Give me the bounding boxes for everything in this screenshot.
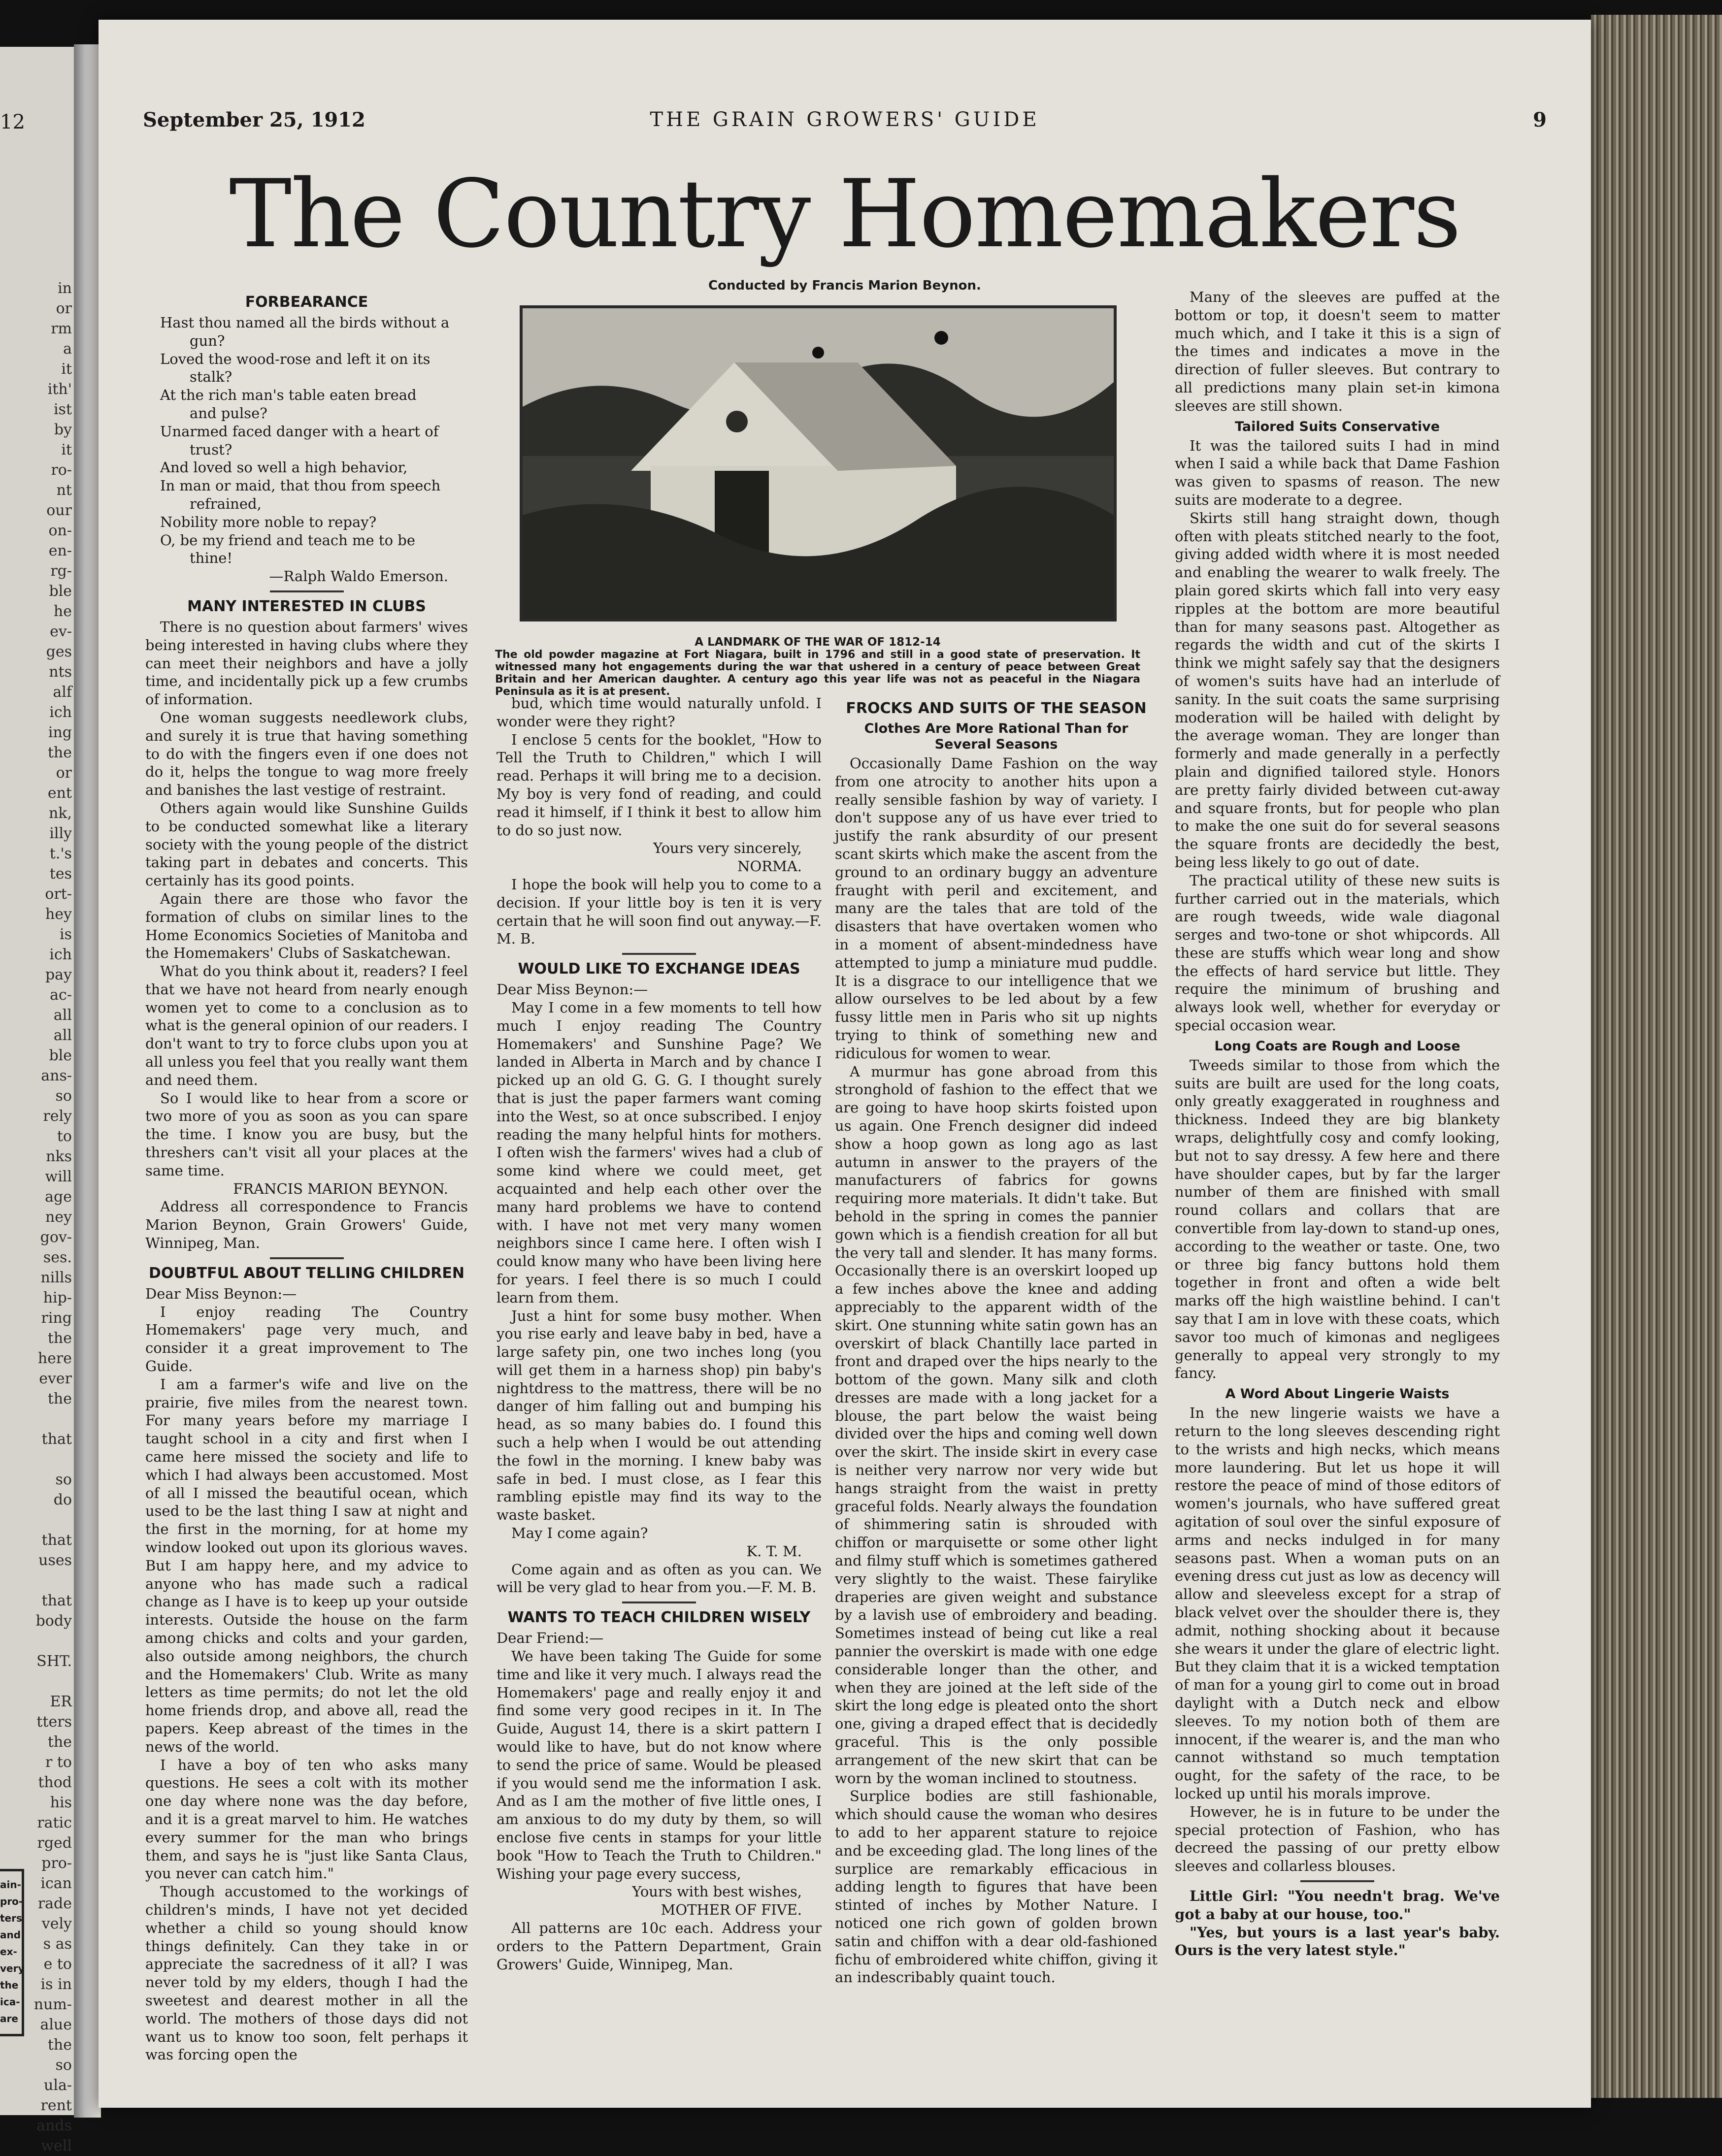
teach-headline: WANTS TO TEACH CHILDREN WISELY xyxy=(507,1609,811,1627)
left-page-fragment-line: a xyxy=(63,340,72,358)
left-page-fragment-line: the xyxy=(47,1733,72,1751)
clubs-paragraph: There is no question about farmers' wives being interested in having clubs where they can meet their neighbors and have a jolly time, and incidentally pick up a few crumbs of information. xyxy=(145,618,468,708)
column-1 xyxy=(145,288,468,2064)
left-page-fragment-line: so xyxy=(55,1471,72,1488)
left-page-fragment-line: ing xyxy=(48,724,72,741)
column-4 xyxy=(1175,288,1500,1960)
left-page-box-line: the xyxy=(0,1979,19,1991)
norma-editor-reply: I hope the book will help you to come to a decision. If your little boy is ten it is very certain that he will soon find out anyway.—F. M. B. xyxy=(497,876,822,947)
clubs-signature: FRANCIS MARION BEYNON. xyxy=(233,1180,448,1197)
left-page-fragment-line: he xyxy=(53,603,72,620)
exchange-paragraph: May I come again? xyxy=(511,1525,648,1542)
left-page-fragment-line: hey xyxy=(45,906,72,923)
norma-signature: NORMA. xyxy=(737,858,802,875)
left-page-fragment-line: ican xyxy=(40,1875,72,1892)
left-page-fragment-line: num- xyxy=(33,1996,72,2013)
page-header xyxy=(143,108,1547,143)
left-page-box-line: pro- xyxy=(0,1895,23,1907)
left-page-fragment-line: all xyxy=(53,1007,72,1024)
left-page-fragment-line: or xyxy=(56,764,72,782)
left-page-fragment-line: will xyxy=(45,1168,72,1185)
left-page-fragment-line: ith' xyxy=(47,381,72,398)
poem-line: And loved so well a high behavior, xyxy=(160,459,408,476)
frocks-paragraph: Occasionally Dame Fashion on the way from one atrocity to another hits upon a really sensible fashion by way of variety. I don't suppose any of us have ever tried to justify the rank absurdity of our present scant skirts which make the ascent from the ground to an ordinary buggy an adventure fraught with peril and excitement, and many are the tales that are told of the disasters that have overtaken women who in a moment of absent-mindedness have attempted to jump a miniature mud puddle. It is a disgrace to our intelligence that we allow ourselves to be led about by a few fussy little men in Paris who sit up nights trying to think of something new and ridiculous for women to wear. xyxy=(835,755,1158,1062)
poem-title: FORBEARANCE xyxy=(245,294,368,311)
left-page-fragment-line: body xyxy=(35,1612,72,1630)
left-page-fragment-line: ich xyxy=(49,946,72,963)
clubs-address: Address all correspondence to Francis Marion Beynon, Grain Growers' Guide, Winnipeg, Man. xyxy=(145,1198,468,1252)
norma-paragraph: bud, which time would naturally unfold. I wonder were they right? xyxy=(497,695,822,730)
left-page-fragment-line: alf xyxy=(53,684,72,701)
poem-author: —Ralph Waldo Emerson. xyxy=(269,568,448,585)
tailored-subheadline: Tailored Suits Conservative xyxy=(1234,419,1440,434)
left-page-fragment-line: all xyxy=(53,1027,72,1044)
left-page-fragment-line: tters xyxy=(36,1713,72,1731)
left-page-fragment-line: do xyxy=(53,1491,72,1508)
left-page-fragment-line: so xyxy=(55,1087,72,1105)
poem-line: At the rich man's table eaten bread xyxy=(160,387,417,404)
publication-name: THE GRAIN GROWERS' GUIDE xyxy=(650,108,1040,131)
tailored-paragraph: It was the tailored suits I had in mind when I said a while back that Dame Fashion was given to spasms of reason. The new suits are moderate to a degree. xyxy=(1175,437,1500,508)
left-page-fragment-line: pro- xyxy=(41,1855,72,1872)
byline: Conducted by Francis Marion Beynon. xyxy=(708,278,981,293)
poem-line: O, be my friend and teach me to be xyxy=(160,531,415,549)
poem-line: Loved the wood-rose and left it on its xyxy=(160,350,430,367)
poem-line: Unarmed faced danger with a heart of xyxy=(160,423,439,440)
left-page-fragment-line: the xyxy=(47,744,72,761)
left-page-fragment-line: gov- xyxy=(40,1229,72,1246)
left-page-fragment-line: that xyxy=(41,1592,72,1609)
joke-line-1: Little Girl: "You needn't brag. We've got a baby at our house, too." xyxy=(1175,1887,1500,1923)
left-page-fragment-line: ble xyxy=(49,583,72,600)
teach-letter xyxy=(497,1647,822,1883)
poem-line: In man or maid, that thou from speech xyxy=(160,477,441,494)
left-page-fragment-line: or xyxy=(56,300,72,317)
frocks-paragraph: Surplice bodies are still fashionable, which should cause the woman who desires to add to her apparent stature to rejoice and be exceeding glad. The long lines of the surplice are remarkably efficacious in adding length to figures that have been stinted of inches by Mother Nature. I noticed one rich gown of golden brown satin and chiffon with a dear old-fashioned fichu of embroidered white chiffon, giving it an indescribably quaint touch. xyxy=(835,1788,1158,1986)
left-page-fragment-line: nts xyxy=(49,663,72,681)
left-page-fragment-line: on- xyxy=(48,522,72,539)
left-page-number: 12 xyxy=(0,111,25,133)
exchange-salutation: Dear Miss Beynon:— xyxy=(497,981,648,998)
teach-salutation: Dear Friend:— xyxy=(497,1630,604,1647)
issue-date: September 25, 1912 xyxy=(143,108,365,131)
doubtful-paragraph: I enjoy reading The Country Homemakers' page very much, and consider it a great improvement to The Guide. xyxy=(145,1303,468,1375)
left-page-box-line: and xyxy=(0,1929,21,1941)
left-page-box-line: ica- xyxy=(0,1996,20,2008)
left-page-fragment-line: ever xyxy=(39,1370,72,1387)
left-page-fragment-line: en- xyxy=(48,542,72,559)
left-page-fragment-line: in xyxy=(58,280,72,297)
doubtful-headline: DOUBTFUL ABOUT TELLING CHILDREN xyxy=(149,1264,464,1282)
divider xyxy=(270,590,344,592)
left-page-fragment-line: rent xyxy=(40,2097,72,2114)
left-page-fragment-line: his xyxy=(50,1794,72,1811)
lingerie-paragraph: However, he is in future to be under the special protection of Fashion, who has decreed the passing of our pretty elbow sleeves and collarless blouses. xyxy=(1175,1803,1500,1875)
coats-subheadline: Long Coats are Rough and Loose xyxy=(1214,1038,1460,1054)
poem-line-continued: refrained, xyxy=(190,495,262,512)
coats-section xyxy=(1175,1056,1500,1382)
left-page-fragment-line: it xyxy=(61,441,72,458)
poem-line-continued: stalk? xyxy=(190,368,232,386)
lingerie-section xyxy=(1175,1404,1500,1875)
book-page-edges xyxy=(1591,15,1722,2098)
doubtful-salutation: Dear Miss Beynon:— xyxy=(145,1285,297,1302)
page-title: The Country Homemakers xyxy=(229,160,1460,268)
doubtful-paragraph: Though accustomed to the workings of children's minds, I have not yet decided whether a child so young should know things definitely. Can they take in or appreciate the sacredness of it all? I was never told by my elders, though I had the sweetest and dearest mother in all the world. The mothers of those days did not want us to know too soon, felt perhaps it was forcing open the xyxy=(145,1883,468,2063)
left-page-box-line: very xyxy=(0,1962,25,1974)
left-page-box-line: ters xyxy=(0,1912,22,1924)
sleeves-paragraph: Many of the sleeves are puffed at the bottom or top, it doesn't seem to matter much which, and I take it this is a sign of the times and indicates a move in the direction of fuller sleeves. But contrary to all predictions many plain set-in kimona sleeves are still shown. xyxy=(1175,289,1500,414)
left-page-fragment-line: the xyxy=(47,1330,72,1347)
left-page-fragment-line xyxy=(3,1449,72,1470)
exchange-editor-reply: Come again and as often as you can. We will be very glad to hear from you.—F. M. B. xyxy=(497,1561,822,1596)
clubs-headline: MANY INTERESTED IN CLUBS xyxy=(187,597,426,615)
exchange-signature: K. T. M. xyxy=(746,1542,802,1560)
left-page-fragment-line xyxy=(3,1570,72,1591)
left-page-fragment-line: well xyxy=(41,2137,72,2155)
left-page-fragment-line: so xyxy=(55,2057,72,2074)
left-page-fragment-line: ro- xyxy=(51,461,72,479)
joke-line-2: "Yes, but yours is a last year's baby. Ours is the very latest style." xyxy=(1175,1924,1500,1959)
left-page-fragment-line: the xyxy=(47,2036,72,2054)
left-page-fragment-line: nt xyxy=(56,482,72,499)
left-page-fragment-line: it xyxy=(61,360,72,378)
left-page-fragment-line: ney xyxy=(45,1209,72,1226)
left-page-box-line: ex- xyxy=(0,1946,17,1958)
left-page-fragment-line: our xyxy=(46,502,72,519)
norma-paragraph: I enclose 5 cents for the booklet, "How to Tell the Truth to Children," which I will read. Perhaps it will bring me to a decision. My boy is very fond of reading, and could read it himself, if I think it best to allow him to do so just now. xyxy=(497,731,822,839)
left-page-fragment-line: rely xyxy=(43,1108,72,1125)
left-page-fragment-line: hip- xyxy=(43,1289,72,1307)
left-page-fragment-line: ac- xyxy=(50,986,72,1004)
left-page-fragment-line: rm xyxy=(51,320,72,337)
photo-caption xyxy=(495,636,1140,698)
doubtful-paragraph: I am a farmer's wife and live on the prairie, five miles from the nearest town. For many years before my marriage I taught school in a city and first when I came here missed the society and life to which I had always been accustomed. Most of all I missed the beautiful ocean, which used to be the last thing I saw at night and the first in the morning, for at home my window looked out upon its glorious waves. But I am happy here, and my advice to anyone who has made such a radical change as I have is to keep up your outside interests. Outside the house on the farm among chicks and colts and your garden, also outside among neighbors, the church and the Homemakers' Club. Write as many letters as time permits; do not let the old home friends drop, and above all, read the papers. Keep abreast of the times in the news of the world. xyxy=(145,1375,468,1755)
left-page-fragment xyxy=(0,47,74,2155)
column-3 xyxy=(835,694,1158,1987)
clubs-paragraph: So I would like to hear from a score or two more of you as soon as you can spare the time. I know you are busy, but the threshers can't visit all your places at the same time. xyxy=(145,1089,468,1179)
left-page-boxed-notice xyxy=(0,1869,24,2036)
left-page-fragment-line: by xyxy=(54,421,72,438)
left-page-fragment-line: ses. xyxy=(43,1249,72,1266)
clubs-paragraph: One woman suggests needlework clubs, and surely it is true that having something to do with the fingers even if one does not do it, helps the tongue to wag more freely and banishes the last vestige of restraint. xyxy=(145,709,468,799)
left-page-fragment-line: is in xyxy=(40,1976,72,1993)
left-page-fragment-line: vely xyxy=(41,1915,72,1932)
divider xyxy=(1300,1880,1374,1882)
left-page-fragment-line: ble xyxy=(49,1047,72,1064)
left-page-fragment-line: rade xyxy=(37,1895,72,1912)
tailored-paragraph: The practical utility of these new suits is further carried out in the materials, which are rough tweeds, wide wale diagonal serges and two-tone or shot whipcords. All these are stuffs which wear long and show the effects of hard service but little. They require the minimum of brushing and always look well, whether for everyday or special occasion wear. xyxy=(1175,872,1500,1034)
frocks-paragraph: A murmur has gone abroad from this stronghold of fashion to the effect that we are going to have hoop skirts foisted upon us again. One French designer did indeed show a hoop gown as long ago as last autumn in answer to the prayers of the manufacturers of fabrics for gowns requiring more materials. It didn't take. But behold in the spring in comes the pannier gown which is a fiendish creation for all but the very tall and slender. It has many forms. Occasionally there is an overskirt looped up a few inches above the knee and adding appreciably to the apparent width of the skirt. One stunning white satin gown has an overskirt of black Chantilly lace parted in front and draped over the hips nearly to the bottom of the gown. Many silk and cloth dresses are made with a long jacket for a blouse, the part below the waist being divided over the hips and coming well down over the skirt. The inside skirt in every case is neither very narrow nor very wide but hangs straight from the waist in pretty graceful folds. Nearly always the foundation of shimmering satin is shrouded with chiffon or marquisette or some other light and filmy stuff which is sometimes gathered very slightly to the waist. These fairylike draperies are given weight and substance by a lavish use of embroidery and beading. Sometimes instead of being cut like a real pannier the overskirt is made with one edge considerable longer than the other, and when they are joined at the left side of the skirt the long edge is pleated onto the short one, giving a draped effect that is decidedly graceful. This is the only possible arrangement of the new skirt that can be worn by the woman inclined to stoutness. xyxy=(835,1063,1158,1787)
doubtful-letter-continued xyxy=(497,694,822,839)
left-page-box-line: ain- xyxy=(0,1879,21,1891)
left-page-fragment-line: ges xyxy=(46,643,72,660)
left-page-fragment-line: rg- xyxy=(50,562,72,580)
left-page-fragment-line: ich xyxy=(49,704,72,721)
left-page-fragment-line: to xyxy=(57,1128,72,1145)
left-page-fragment-line: ans- xyxy=(41,1067,72,1084)
divider xyxy=(622,953,696,955)
clubs-paragraph: Again there are those who favor the formation of clubs on similar lines to the Home Economics Societies of Manitoba and the Homemakers' Clubs of Saskatchewan. xyxy=(145,890,468,962)
frocks-subheadline: Clothes Are More Rational Than for Several Seasons xyxy=(864,721,1128,752)
left-page-fragment-line: SHT. xyxy=(36,1653,72,1670)
left-page-fragment-line: that xyxy=(41,1532,72,1549)
clubs-paragraph: Others again would like Sunshine Guilds to be conducted somewhat like a literary society with the young people of the district taking part in debates and concerts. This certainly has its good points. xyxy=(145,799,468,889)
left-page-fragment-line: ring xyxy=(41,1309,72,1327)
frocks-article xyxy=(835,754,1158,1987)
lingerie-paragraph: In the new lingerie waists we have a return to the long sleeves descending right to the wrists and high necks, which means more laundering. But let us hope it will restore the peace of mind of those editors of women's journals, who have suffered great agitation of soul over the sinful exposure of arms and necks indulged in for many seasons past. When a woman puts on an evening dress cut just as low as decency will allow and sleeveless except for a strap of black velvet over the shoulder there is, they admit, nothing shocking about it because she wears it under the glare of electric light. But they claim that it is a wicked temptation of man for a young girl to come out in broad daylight with a Dutch neck and elbow sleeves. To my notion both of them are innocent, if the wearer is, and the man who cannot withstand so much temptation ought, for the safety of the race, to be locked up until his morals improve. xyxy=(1175,1405,1500,1802)
left-page-fragment-line: ula- xyxy=(44,2077,72,2094)
poem-forbearance xyxy=(145,314,468,567)
coats-paragraph: Tweeds similar to those from which the suits are built are used for the long coats, only greatly exaggerated in roughness and thickness. Indeed they are big blankety wraps, delightfully cosy and comfy looking, but not to say dressy. A few here and there have shoulder capes, but by far the larger number of them are finished with small round collars and collars that are convertible from lay-down to stand-up ones, according to the weather or taste. One, two or three big fancy buttons hold them together in front and often a wide belt marks off the high waistline behind. I can't say that I am in love with these coats, which savor too much of kimonas and negligees generally to appeal very strongly to my fancy. xyxy=(1175,1056,1500,1382)
tailored-paragraph: Skirts still hang straight down, though often with pleats stitched nearly to the foot, giving added width where it is most needed and enabling the wearer to walk freely. The plain gored skirts which fall into very easy ripples at the bottom are more beautiful than for many seasons past. Altogether as regards the width and cut of the skirts I think we might safely say that the designers of women's suits have had an interlude of sanity. In the suit coats the same surprising moderation will be hailed with delight by the average woman. They are longer than formerly and made generally in a perfectly plain and dignified tailored style. Honors are pretty fairly divided between cut-away and square fronts, but for people who plan to make the one suit do for several seasons the square fronts are decidedly the best, being less likely to go out of date. xyxy=(1175,509,1500,871)
left-page-fragment-line: t.'s xyxy=(49,845,72,862)
poem-line-continued: gun? xyxy=(190,332,225,349)
divider xyxy=(622,1601,696,1603)
book-gutter xyxy=(74,44,101,2118)
photo-caption-text: The old powder magazine at Fort Niagara, built in 1796 and still in a good state of preservation. It witnessed many hot engagements during the war that ushered in a century of peace between Great Britain and her American daughter. A century ago this year life was not as peaceful in the Niagara Peninsula as it is at present. xyxy=(495,649,1140,698)
left-page-fragment-line: ER xyxy=(50,1693,72,1710)
left-page-fragment-line: is xyxy=(60,926,72,943)
left-page-fragment-line: here xyxy=(37,1350,72,1367)
left-page-fragment-line: ands xyxy=(36,2117,72,2134)
clubs-paragraph: What do you think about it, readers? I feel that we have not heard from nearly enough women yet to come to a conclusion as to what is the general opinion of our readers. I don't want to try to force clubs upon you at all unless you feel that you really want them and need them. xyxy=(145,963,468,1088)
teach-signature: MOTHER OF FIVE. xyxy=(661,1901,802,1919)
norma-close: Yours very sincerely, xyxy=(653,840,802,857)
poem-line-continued: thine! xyxy=(190,550,233,567)
left-page-fragment-line: ent xyxy=(47,784,72,802)
doubtful-paragraph: I have a boy of ten who asks many questions. He sees a colt with its mother one day where none was the day before, and it is a great marvel to him. He watches every summer for the man who brings them, and says he is "just like Santa Claus, you never can catch him." xyxy=(145,1756,468,1882)
exchange-paragraph: May I come in a few moments to tell how much I enjoy reading The Country Homemakers' and Sunshine Page? We landed in Alberta in March and by chance I picked up an old G. G. G. I thought surely that is just the paper farmers want coming into the West, so at once subscribed. I enjoy reading the many helpful hints for mothers. I often wish the farmers' wives had a club of some kind where we could meet, get acquainted and help each other over the many hard problems we have to contend with. I have not met very many women neighbors since I came here. I often wish I could know many who have been living here for years. I feel there is so much I could learn from them. xyxy=(497,999,822,1306)
frocks-headline: FROCKS AND SUITS OF THE SEASON xyxy=(846,700,1147,717)
exchange-paragraph: Just a hint for some busy mother. When you rise early and leave baby in bed, have a large safety pin, one two inches long (you will get them in a harness shop) pin baby's nightdress to the mattress, there will be no danger of him falling out and bumping his head, as so many babies do. I found this such a help when I would be out attending the fowl in the morning. I knew baby was safe in bed. I must close, as I fear this rambling epistle may find its way to the waste basket. xyxy=(497,1307,822,1524)
left-page-fragment-line: pay xyxy=(45,966,72,983)
page-number: 9 xyxy=(1533,108,1547,131)
left-page-fragment-line: age xyxy=(45,1188,72,1206)
left-page-fragment-line: r to xyxy=(45,1754,72,1771)
exchange-letter xyxy=(497,999,822,1542)
left-page-fragment-line: ort- xyxy=(45,885,72,903)
poem-line: Hast thou named all the birds without a xyxy=(160,314,450,331)
left-page-fragment-line xyxy=(3,1671,72,1692)
left-page-fragment-line: s as xyxy=(43,1935,72,1953)
poem-line-continued: and pulse? xyxy=(190,404,267,422)
poem-line-continued: trust? xyxy=(190,441,232,458)
left-page-fragment-line: alue xyxy=(40,2016,72,2033)
pattern-notice: All patterns are 10c each. Address your orders to the Pattern Department, Grain Growers' Guide, Winnipeg, Man. xyxy=(497,1920,822,1973)
left-page-fragment-line: nk, xyxy=(48,805,72,822)
left-page-fragment-line xyxy=(3,1510,72,1530)
divider xyxy=(270,1257,344,1259)
left-page-fragment-line: ist xyxy=(53,401,72,418)
poem-line: Nobility more noble to repay? xyxy=(160,513,377,530)
clubs-article xyxy=(145,618,468,1180)
photo-powder-magazine xyxy=(520,305,1117,621)
left-page-fragment-line: rged xyxy=(37,1834,72,1852)
left-page-fragment-line: nills xyxy=(40,1269,72,1286)
newspaper-page xyxy=(99,20,1591,2108)
left-page-fragment-line: ev- xyxy=(50,623,72,640)
left-page-fragment-line: e to xyxy=(43,1956,72,1973)
left-page-box-line: are xyxy=(0,2013,18,2025)
column-2 xyxy=(497,694,822,1973)
left-page-fragment-line: nks xyxy=(46,1148,72,1165)
photo-caption-title: A LANDMARK OF THE WAR OF 1812-14 xyxy=(695,636,941,649)
left-page-fragment-line: tes xyxy=(49,865,72,882)
tailored-section xyxy=(1175,437,1500,1035)
left-page-fragment-line: thod xyxy=(38,1774,72,1791)
left-page-fragment-line xyxy=(3,1409,72,1429)
left-page-fragment-line: illy xyxy=(49,825,72,842)
teach-close: Yours with best wishes, xyxy=(632,1883,802,1900)
lingerie-subheadline: A Word About Lingerie Waists xyxy=(1225,1386,1450,1402)
left-page-fragment-line xyxy=(3,1631,72,1651)
exchange-headline: WOULD LIKE TO EXCHANGE IDEAS xyxy=(518,960,800,978)
teach-paragraph: We have been taking The Guide for some time and like it very much. I always read the Homemakers' page and really enjoy it and find some very good recipes in it. In The Guide, August 14, there is a skirt pattern I would like to have, but do not know where to send the price of same. Would be pleased if you would send me the information I ask. And as I am the mother of five little ones, I am anxious to do my duty by them, so will enclose five cents in stamps for your little book "How to Teach the Truth to Children." Wishing your page every success, xyxy=(497,1648,822,1882)
left-page-fragment-line: that xyxy=(41,1431,72,1448)
left-page-fragment-line: uses xyxy=(38,1552,72,1569)
left-page-fragment-line: the xyxy=(47,1390,72,1407)
doubtful-letter xyxy=(145,1303,468,2064)
left-page-fragment-line: ratic xyxy=(37,1814,72,1831)
